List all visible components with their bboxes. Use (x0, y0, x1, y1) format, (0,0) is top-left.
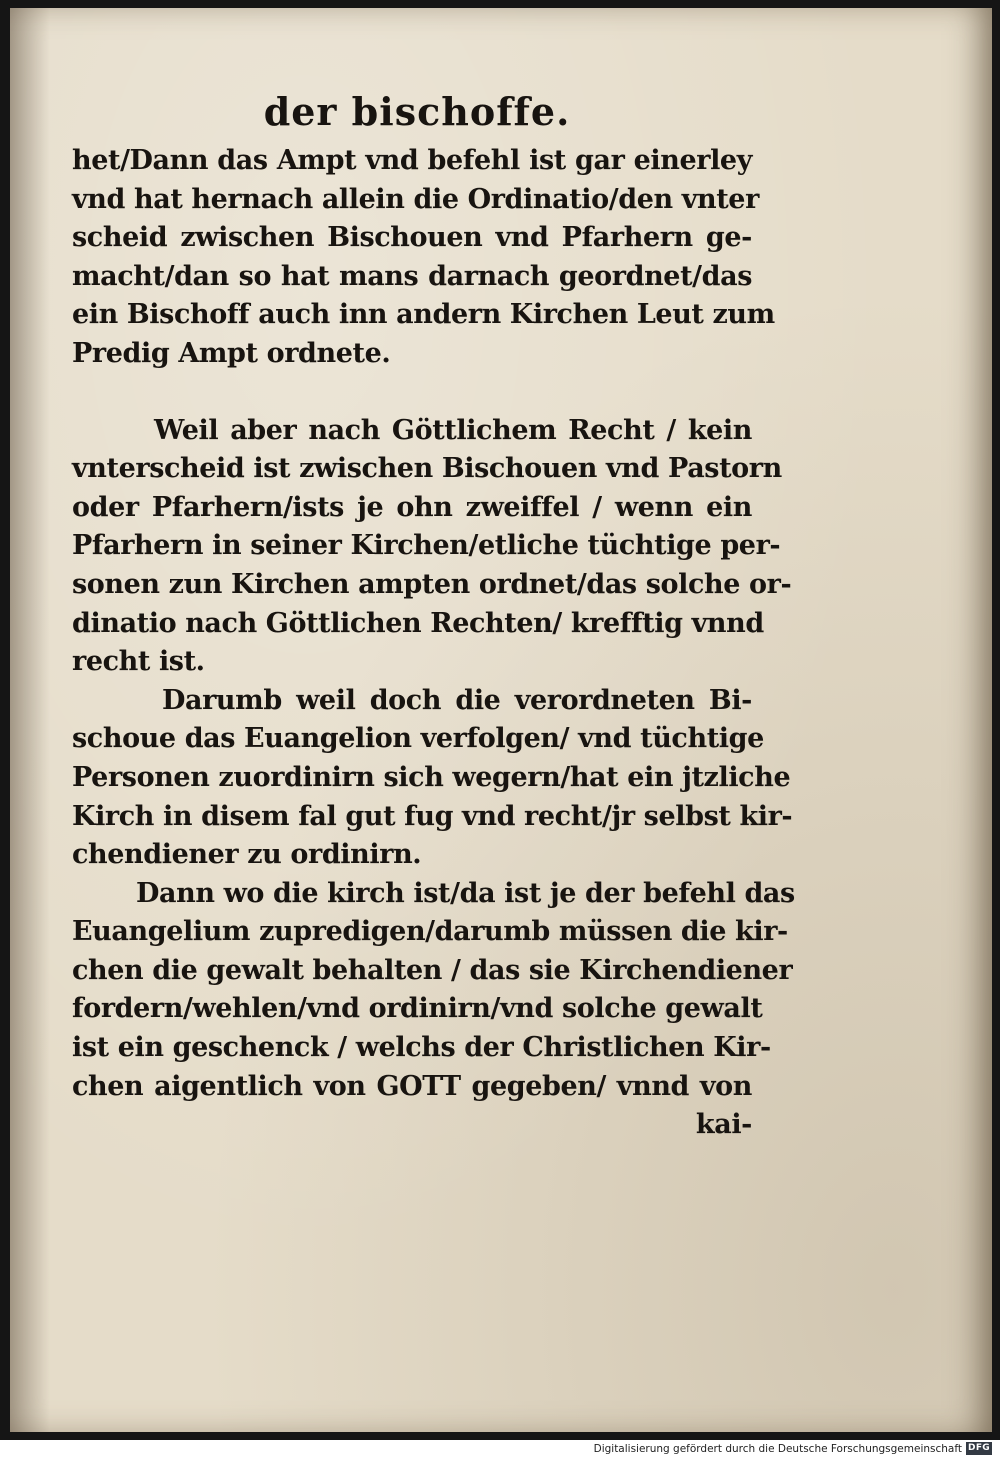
text-line: Personen zuordinirn sich wegern/hat ein jtzliche (72, 761, 791, 793)
text-line: vnd hat hernach allein die Ordinatio/den vnter (72, 183, 759, 215)
text-line: chen die gewalt behalten / das sie Kirchendiener (72, 954, 793, 986)
text-line: Dann wo die kirch ist/da ist je der befehl das (136, 877, 795, 909)
text-line: Kirch in disem fal gut fug vnd recht/jr selbst kir- (72, 800, 793, 832)
text-line: dinatio nach Göttlichen Rechten/ krefftig vnnd (72, 607, 764, 639)
book-page (10, 8, 992, 1432)
text-line: macht/dan so hat mans darnach geordnet/das (72, 260, 752, 292)
footer-bar (0, 1440, 1000, 1458)
catchword: kai- (695, 1109, 752, 1141)
text-line: chendiener zu ordinirn. (72, 839, 422, 871)
text-line: Weil aber nach Göttlichem Recht / kein (154, 414, 752, 446)
dfg-logo: DFG (966, 1442, 992, 1455)
text-line: chen aigentlich von GOTT gegeben/ vnnd von (72, 1070, 752, 1102)
text-line: Euangelium zupredigen/darumb müssen die kir- (72, 916, 788, 948)
text-line: recht ist. (72, 646, 205, 678)
text-line: vnterscheid ist zwischen Bischouen vnd Pastorn (72, 453, 782, 485)
text-line: Predig Ampt ordnete. (72, 337, 391, 369)
text-line: fordern/wehlen/vnd ordinirn/vnd solche gewalt (72, 993, 763, 1025)
digitization-credit: Digitalisierung gefördert durch die Deutsche Forschungsgemeinschaft (593, 1443, 962, 1455)
text-line: oder Pfarhern/ists je ohn zweiffel / wenn ein (72, 491, 752, 523)
text-line: sonen zun Kirchen ampten ordnet/das solche or- (72, 568, 792, 600)
text-line: scheid zwischen Bischouen vnd Pfarhern ge- (72, 222, 752, 254)
page-gutter-shadow (10, 8, 50, 1432)
running-header: der bischoffe. (263, 89, 571, 134)
paragraph-gap (72, 374, 752, 412)
text-line: Pfarhern in seiner Kirchen/etliche tüchtige per- (72, 530, 781, 562)
text-line: Darumb weil doch die verordneten Bi- (162, 684, 752, 716)
text-line: ein Bischoff auch inn andern Kirchen Leut zum (72, 299, 775, 331)
text-line: ist ein geschenck / welchs der Christlichen Kir- (72, 1032, 771, 1064)
text-line: schoue das Euangelion verfolgen/ vnd tüchtige (72, 723, 764, 755)
text-line: het/Dann das Ampt vnd befehl ist gar einerley (72, 145, 752, 176)
page-text-block (72, 88, 795, 1145)
